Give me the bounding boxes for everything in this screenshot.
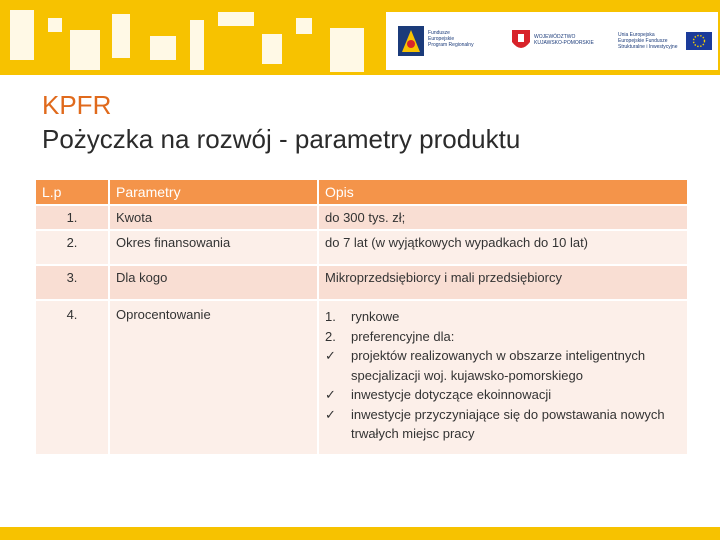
row-parameter: Kwota (110, 206, 317, 229)
list-item (325, 307, 681, 327)
parameters-table (34, 178, 689, 456)
table-row (36, 266, 687, 299)
checkmark-icon: ✓ (325, 406, 336, 422)
decor-block (262, 34, 282, 64)
row-number: 3. (36, 266, 108, 299)
table-row (36, 301, 687, 454)
decor-block (296, 18, 312, 34)
table-header-row (36, 180, 687, 204)
decor-block (150, 36, 176, 60)
table-row (36, 206, 687, 229)
footer-band (0, 527, 720, 540)
list-marker: 2. (325, 328, 336, 344)
list-item (325, 385, 681, 405)
list-marker: 1. (325, 309, 336, 324)
list-item-text: preferencyjne dla: (351, 328, 455, 344)
eu-flag-logo (618, 12, 718, 70)
interest-list (325, 307, 681, 444)
list-item-text: rynkowe (351, 309, 400, 324)
decor-block (48, 18, 62, 32)
decor-block (330, 28, 364, 72)
row-description: do 300 tys. zł; (319, 206, 687, 229)
checkmark-icon: ✓ (325, 348, 336, 363)
decor-block (112, 14, 130, 58)
logo-strip (386, 12, 718, 70)
row-parameter: Dla kogo (110, 266, 317, 299)
checkmark-icon: ✓ (325, 387, 336, 402)
decor-block (190, 20, 204, 70)
decor-block (70, 30, 100, 70)
row-description: do 7 lat (w wyjątkowych wypadkach do 10 lat) (319, 231, 687, 264)
row-description (319, 301, 687, 454)
row-parameter: Okres finansowania (110, 231, 317, 264)
header-opis: Opis (319, 180, 687, 204)
header-parametry: Parametry (110, 180, 317, 204)
fundusze-europejskie-logo (392, 12, 512, 70)
decor-block (218, 12, 254, 26)
row-number: 2. (36, 231, 108, 264)
logo-text: WOJEWÓDZTWO KUJAWSKO-POMORSKIE (534, 34, 594, 46)
header-lp: L.p (36, 180, 108, 204)
list-item (325, 346, 681, 385)
row-number: 4. (36, 301, 108, 454)
list-item-text: projektów realizowanych w obszarze inteligentnych specjalizacji woj. kujawsko-pomorskiego (351, 348, 646, 383)
list-item-text: inwestycje przyczyniające się do powstawania nowych trwałych miejsc pracy (351, 406, 665, 441)
list-item-text: inwestycje dotyczące ekoinnowacji (351, 387, 552, 402)
page-title-acronym: KPFR (42, 90, 112, 120)
logo-text: Fundusze Europejskie Program Regionalny (428, 30, 474, 48)
table-row (36, 231, 687, 264)
page-title: Pożyczka na rozwój - parametry produktu (42, 124, 521, 154)
header-band (0, 0, 720, 75)
row-parameter: Oprocentowanie (110, 301, 317, 454)
row-number: 1. (36, 206, 108, 229)
decor-block (10, 10, 34, 60)
row-description: Mikroprzedsiębiorcy i mali przedsiębiorcy (319, 266, 687, 299)
kujawsko-pomorskie-logo (506, 12, 616, 70)
logo-text: Unia Europejska Europejskie Fundusze Strukturalne i Inwestycyjne (618, 32, 678, 50)
list-item (325, 327, 681, 347)
list-item (325, 405, 681, 444)
